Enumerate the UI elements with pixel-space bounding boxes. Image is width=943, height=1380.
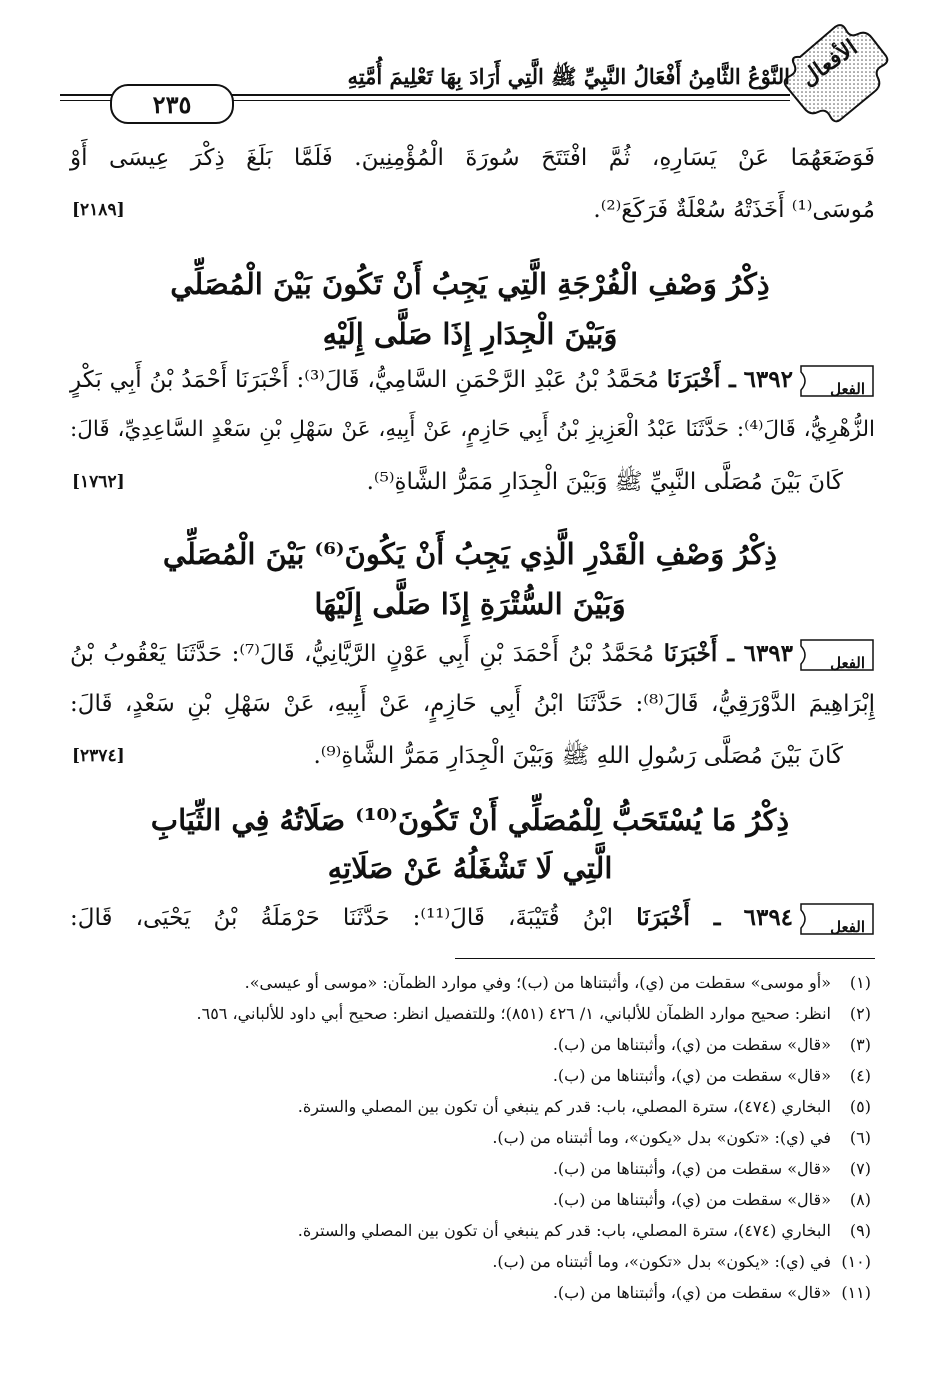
hadith-first-line <box>70 360 875 400</box>
hadith-number: ٦٣٩٤ <box>743 904 794 931</box>
fil-badge: الفعل <box>799 638 875 672</box>
footnote: (٦)في (ي): «تكون» بدل «يكون»، وما أثبتناه من (ب). <box>492 1128 871 1147</box>
page-header <box>60 22 890 122</box>
text-line: الزُّهْرِيُّ، قَالَ⁽⁴⁾: حَدَّثَنَا عَبْدُ الْعَزِيزِ بْنُ أَبِي حَازِمٍ، عَنْ أَبِيهِ، عَنْ سَهْلِ بْنِ سَعْدٍ السَّاعِدِيِّ، قَالَ: <box>70 417 876 442</box>
hadith-reference: [١٧٦٢] <box>72 472 125 492</box>
footnote: (٤)«قال» سقطت من (ي)، وأثبتناها من (ب). <box>552 1066 871 1085</box>
text-line: كَانَ بَيْنَ مُصَلَّى النَّبِيِّ ﷺ وَبَيْنَ الْجِدَارِ مَمَرُّ الشَّاةِ⁽⁵⁾. <box>366 469 843 495</box>
text-line: إِبْرَاهِيمَ الدَّوْرَقِيُّ، قَالَ⁽⁸⁾: حَدَّثَنَا ابْنُ أَبِي حَازِمٍ، عَنْ أَبِيهِ، عَنْ سَهْلِ بْنِ سَعْدٍ، قَالَ: <box>70 691 875 717</box>
footnote-rule <box>455 958 875 959</box>
page-number: ٢٣٥ <box>110 84 234 124</box>
hadith-reference: [٢١٨٩] <box>72 200 125 220</box>
chapter-heading: الَّتِي لَا تَشْغَلُهُ عَنْ صَلَاتِهِ <box>327 851 613 885</box>
akhbarana: ـ أَخْبَرَنَا <box>666 366 736 393</box>
hadith-first-line <box>70 898 875 938</box>
text-line: فَوَضَعَهُمَا عَنْ يَسَارِهِ، ثُمَّ افْتَتَحَ سُورَةَ الْمُؤْمِنِينَ. فَلَمَّا بَلَغَ ذِكْرَ عِيسَى أَوْ <box>70 145 875 171</box>
footnote: (١٠)في (ي): «يكون» بدل «تكون»، وما أثبتناه من (ب). <box>492 1252 871 1271</box>
akhbarana: ـ أَخْبَرَنَا <box>663 640 735 667</box>
chapter-heading: ذِكْرُ وَصْفِ الْفُرْجَةِ الَّتِي يَجِبُ أَنْ تَكُونَ بَيْنَ الْمُصَلِّي <box>170 267 770 301</box>
footnote: (٩)البخاري (٤٧٤)، سترة المصلي، باب: قدر كم ينبغي أن تكون بين المصلي والسترة. <box>297 1221 871 1240</box>
section-label: الأفعال <box>795 34 862 92</box>
hadith-first-line <box>70 634 875 674</box>
chapter-heading: وَبَيْنَ السُّتْرَةِ إِذَا صَلَّى إِلَيْهَا <box>314 587 626 621</box>
footnote: (٥)البخاري (٤٧٤)، سترة المصلي، باب: قدر كم ينبغي أن تكون بين المصلي والسترة. <box>297 1097 871 1116</box>
footnote: (٣)«قال» سقطت من (ي)، وأثبتناها من (ب). <box>552 1035 871 1054</box>
akhbarana: ـ أَخْبَرَنَا <box>636 904 721 931</box>
footnote: (٧)«قال» سقطت من (ي)، وأثبتناها من (ب). <box>552 1159 871 1178</box>
text-line: كَانَ بَيْنَ مُصَلَّى رَسُولِ اللهِ ﷺ وَبَيْنَ الْجِدَارِ مَمَرُّ الشَّاةِ⁽⁹⁾. <box>313 743 843 769</box>
chapter-heading: ذِكْرُ وَصْفِ الْقَدْرِ الَّذِي يَجِبُ أَنْ يَكُونَ⁽⁶⁾ بَيْنَ الْمُصَلِّي <box>162 537 778 571</box>
fil-badge: الفعل <box>799 364 875 398</box>
hadith-number: ٦٣٩٣ <box>743 640 794 667</box>
hadith-text: مُحَمَّدُ بْنُ أَحْمَدَ بْنِ أَبِي عَوْنٍ الرَّيَّانِيُّ، قَالَ⁽⁷⁾: حَدَّثَنَا يَعْقُوبُ بْنُ <box>70 641 655 667</box>
hadith-number: ٦٣٩٢ <box>743 366 793 393</box>
footnote: (١)«أو موسى» سقطت من (ي)، وأثبتناها من (ب)؛ وفي موارد الظمآن: «موسى أو عيسى». <box>244 973 871 992</box>
footnote: (١١)«قال» سقطت من (ي)، وأثبتناها من (ب). <box>552 1283 871 1302</box>
chapter-heading: ذِكْرُ مَا يُسْتَحَبُّ لِلْمُصَلِّي أَنْ تَكُونَ⁽¹⁰⁾ صَلَاتُهُ فِي الثِّيَابِ <box>150 803 790 837</box>
chapter-heading: وَبَيْنَ الْجِدَارِ إِذَا صَلَّى إِلَيْهِ <box>322 317 618 351</box>
running-title: النَّوْعُ الثَّامِنُ أَفْعَالُ النَّبِيِّ ﷺ الَّتِي أَرَادَ بِهَا تَعْلِيمَ أُمَّتِهِ <box>347 64 790 89</box>
hadith-reference: [٢٣٧٤] <box>72 746 125 766</box>
hadith-text: ابْنُ قُتَيْبَةَ، قَالَ⁽¹¹⁾: حَدَّثَنَا حَرْمَلَةُ بْنُ يَحْيَى، قَالَ: <box>70 905 614 931</box>
footnote: (٢)انظر: صحيح موارد الظمآن للألباني، ١/ ٤٢٦ (٨٥١)؛ وللتفصيل انظر: صحيح أبي داود للألباني، ٦٥٦. <box>196 1004 871 1023</box>
hadith-text: مُحَمَّدُ بْنُ عَبْدِ الرَّحْمَنِ السَّامِيُّ، قَالَ⁽³⁾: أَخْبَرَنَا أَحْمَدُ بْنُ أَبِي بَكْرٍ <box>70 367 659 393</box>
footnote: (٨)«قال» سقطت من (ي)، وأثبتناها من (ب). <box>552 1190 871 1209</box>
text-line: مُوسَى⁽¹⁾ أَخَذَتْهُ سُعْلَةٌ فَرَكَعَ⁽²⁾. <box>593 197 875 223</box>
fil-badge: الفعل <box>799 902 875 936</box>
